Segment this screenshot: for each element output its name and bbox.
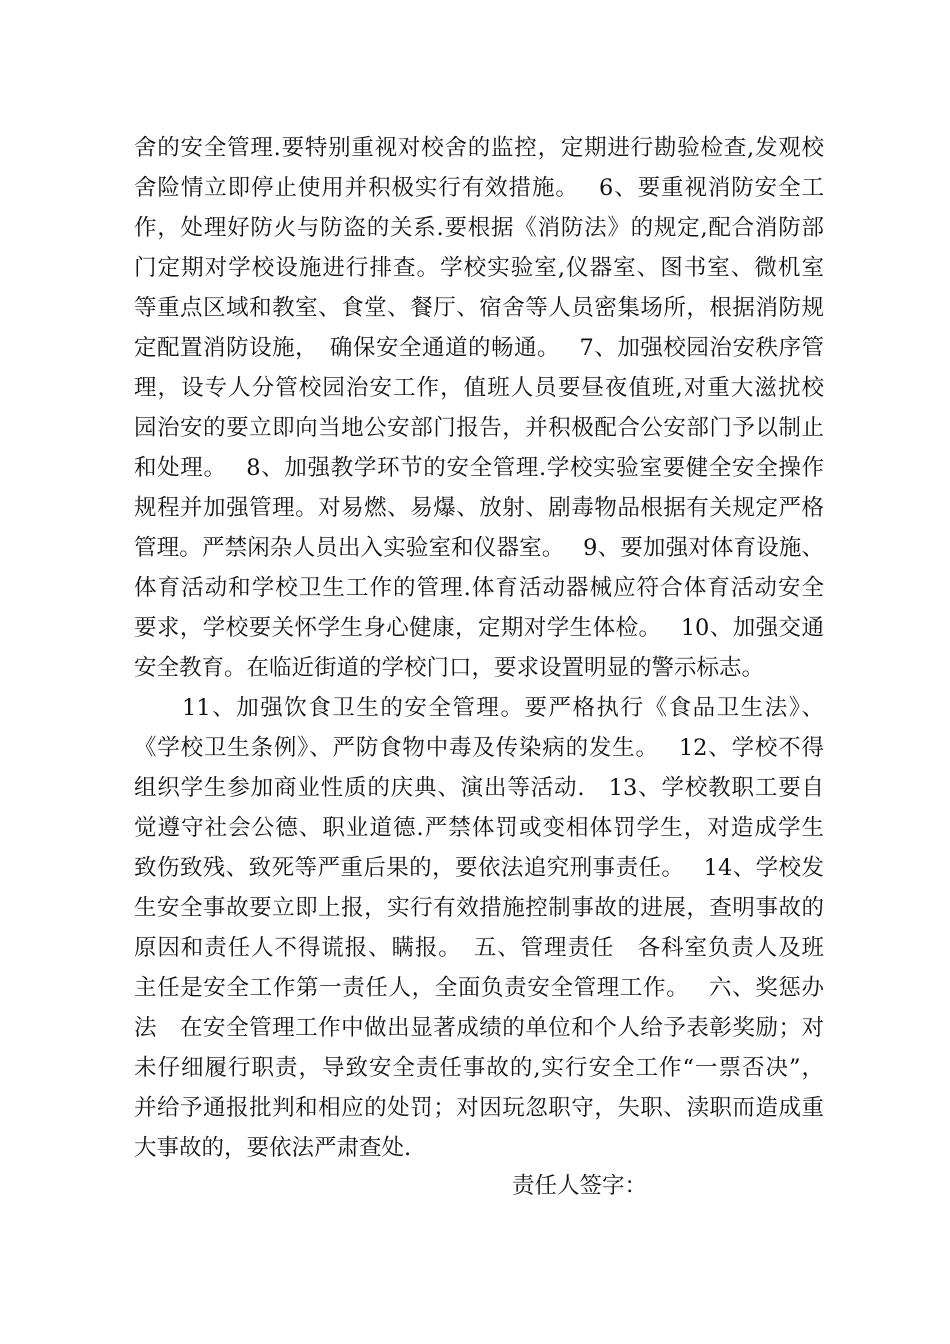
body-text-line: 原因和责任人不得谎报、瞒报。 五、管理责任 各科室负责人及班 xyxy=(134,935,824,961)
body-text-line: 致伤致残、致死等严重后果的，要依法追究刑事责任。 14、学校发 xyxy=(134,855,824,881)
body-text-line: 舍险情立即停止使用并积极实行有效措施。 6、要重视消防安全工 xyxy=(134,175,824,201)
body-text-line: 主任是安全工作第一责任人，全面负责安全管理工作。 六、奖惩办 xyxy=(134,975,824,1001)
body-text-line: 组织学生参加商业性质的庆典、演出等活动. 13、学校教职工要自 xyxy=(134,775,824,801)
body-text-line: 大事故的，要依法严肃查处. xyxy=(134,1135,412,1161)
body-text-line: 11、加强饮食卫生的安全管理。要严格执行《食品卫生法》、 xyxy=(134,695,824,721)
body-text-line: 园治安的要立即向当地公安部门报告，并积极配合公安部门予以制止 xyxy=(134,415,824,441)
body-text-line: 规程并加强管理。对易燃、易爆、放射、剧毒物品根据有关规定严格 xyxy=(134,495,824,521)
signature-label: 责任人签字： xyxy=(512,1173,648,1199)
body-text-line: 体育活动和学校卫生工作的管理.体育活动器械应符合体育活动安全 xyxy=(134,575,824,601)
body-text-line: 和处理。 8、加强教学环节的安全管理.学校实验室要健全安全操作 xyxy=(134,455,824,481)
body-text-line: 生安全事故要立即上报，实行有效措施控制事故的进展，查明事故的 xyxy=(134,895,824,921)
body-text-line: 法 在安全管理工作中做出显著成绩的单位和个人给予表彰奖励；对 xyxy=(134,1015,824,1041)
body-text-line: 安全教育。在临近街道的学校门口，要求设置明显的警示标志。 xyxy=(134,655,765,681)
body-text-line: 等重点区域和教室、食堂、餐厅、宿舍等人员密集场所，根据消防规 xyxy=(134,295,824,321)
body-text-line: 门定期对学校设施进行排查。学校实验室,仪器室、图书室、微机室 xyxy=(134,255,824,281)
body-text-line: 觉遵守社会公德、职业道德.严禁体罚或变相体罚学生，对造成学生 xyxy=(134,815,824,841)
body-text-line: 《学校卫生条例》、严防食物中毒及传染病的发生。 12、学校不得 xyxy=(134,735,824,761)
body-text-line: 作，处理好防火与防盗的关系.要根据《消防法》的规定,配合消防部 xyxy=(134,215,824,241)
body-text-line: 理，设专人分管校园治安工作，值班人员要昼夜值班,对重大滋扰校 xyxy=(134,375,824,401)
body-text-line: 并给予通报批判和相应的处罚；对因玩忽职守，失职、渎职而造成重 xyxy=(134,1095,824,1121)
body-text-line: 管理。严禁闲杂人员出入实验室和仪器室。 9、要加强对体育设施、 xyxy=(134,535,824,561)
body-text-line: 定配置消防设施， 确保安全通道的畅通。 7、加强校园治安秩序管 xyxy=(134,335,824,361)
body-text-line: 未仔细履行职责，导致安全责任事故的,实行安全工作“一票否决”， xyxy=(134,1055,824,1081)
body-text-line: 舍的安全管理.要特别重视对校舍的监控，定期进行勘验检查,发观校 xyxy=(134,135,824,161)
body-text-line: 要求，学校要关怀学生身心健康，定期对学生体检。 10、加强交通 xyxy=(134,615,824,641)
